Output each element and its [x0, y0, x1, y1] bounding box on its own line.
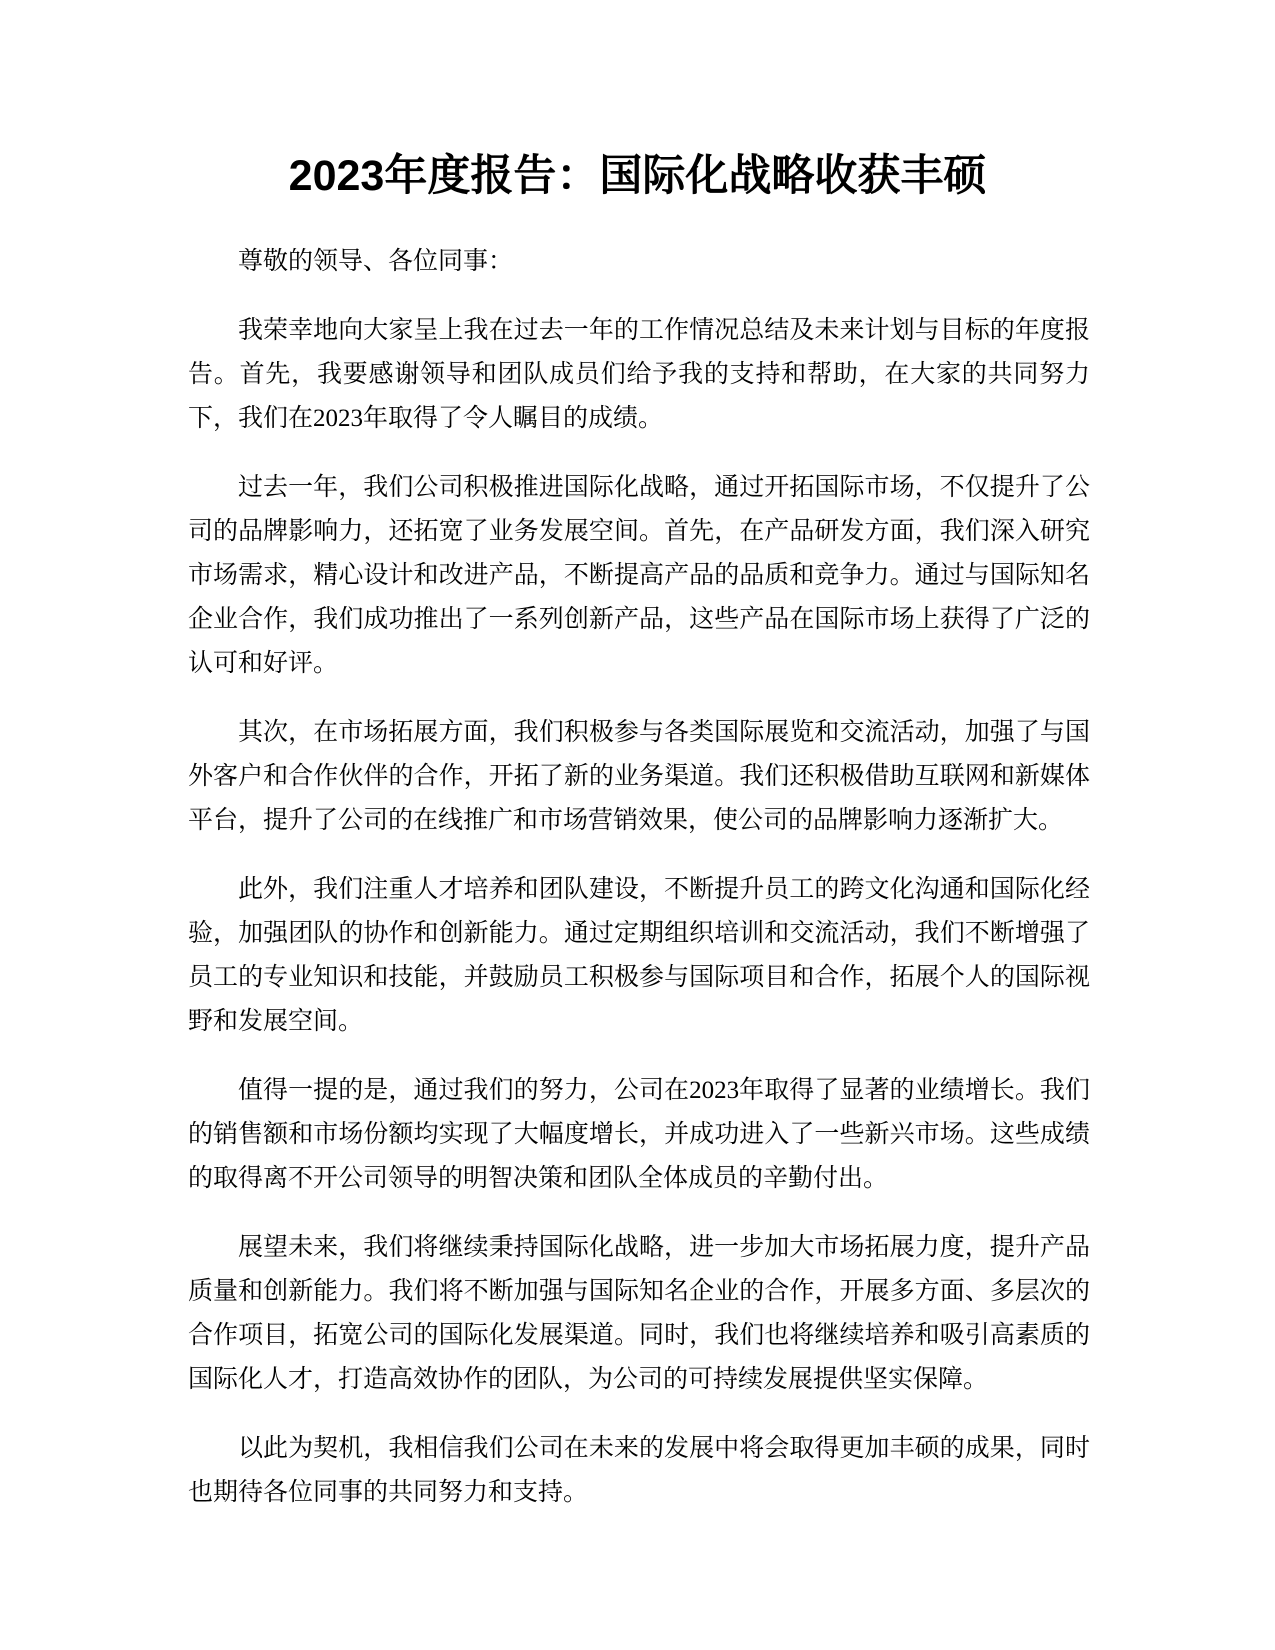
body-paragraph: 展望未来，我们将继续秉持国际化战略，进一步加大市场拓展力度，提升产品质量和创新能力。我们将不断加强与国际知名企业的合作，开展多方面、多层次的合作项目，拓宽公司的国际化发展渠道。同时，我们也将继续培养和吸引高素质的国际化人才，打造高效协作的团队，为公司的可持续发展提供坚实保障。 — [188, 1234, 1090, 1393]
body-paragraph: 我荣幸地向大家呈上我在过去一年的工作情况总结及未来计划与目标的年度报告。首先，我要感谢领导和团队成员们给予我的支持和帮助，在大家的共同努力下，我们在2023年取得了令人瞩目的成绩。 — [188, 317, 1090, 432]
closing-paragraph: 以此为契机，我相信我们公司在未来的发展中将会取得更加丰硕的成果，同时也期待各位同事的共同努力和支持。 — [188, 1435, 1090, 1506]
body-paragraph: 此外，我们注重人才培养和团队建设，不断提升员工的跨文化沟通和国际化经验，加强团队的协作和创新能力。通过定期组织培训和交流活动，我们不断增强了员工的专业知识和技能，并鼓励员工积极参与国际项目和合作，拓展个人的国际视野和发展空间。 — [188, 876, 1090, 1035]
document-body — [188, 240, 1090, 1540]
body-paragraph: 其次，在市场拓展方面，我们积极参与各类国际展览和交流活动，加强了与国外客户和合作伙伴的合作，开拓了新的业务渠道。我们还积极借助互联网和新媒体平台，提升了公司的在线推广和市场营销效果，使公司的品牌影响力逐渐扩大。 — [188, 719, 1090, 834]
salutation-paragraph: 尊敬的领导、各位同事： — [238, 248, 514, 275]
body-paragraph: 值得一提的是，通过我们的努力，公司在2023年取得了显著的业绩增长。我们的销售额和市场份额均实现了大幅度增长，并成功进入了一些新兴市场。这些成绩的取得离不开公司领导的明智决策和团队全体成员的辛勤付出。 — [188, 1077, 1090, 1192]
document-title: 2023年度报告：国际化战略收获丰硕 — [288, 152, 987, 200]
body-paragraph: 过去一年，我们公司积极推进国际化战略，通过开拓国际市场，不仅提升了公司的品牌影响力，还拓宽了业务发展空间。首先，在产品研发方面，我们深入研究市场需求，精心设计和改进产品，不断提高产品的品质和竞争力。通过与国际知名企业合作，我们成功推出了一系列创新产品，这些产品在国际市场上获得了广泛的认可和好评。 — [188, 474, 1090, 677]
